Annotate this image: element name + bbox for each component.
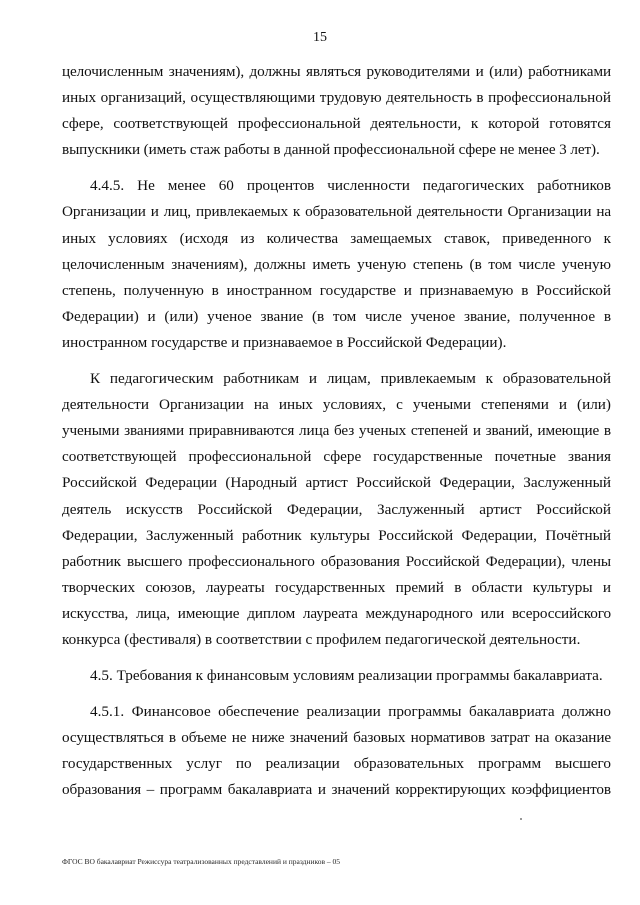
text-line: государственных услуг по реализации образовательных программ высшего — [62, 755, 611, 773]
text-line: учеными званиями приравниваются лица без ученых степеней и званий, имеющие в — [62, 422, 611, 440]
text-line: осуществляться в объеме не ниже значений базовых нормативов затрат на оказание — [62, 729, 611, 747]
text-line: Организации и лиц, привлекаемых к образовательной деятельности Организации на — [62, 203, 611, 221]
text-line: целочисленным значениям), должны иметь ученую степень (в том числе ученую — [62, 255, 611, 273]
text-line: соответствующей профессиональной сфере государственные почетные звания — [62, 448, 611, 466]
footer-text: ФГОС ВО бакалавриат Режиссура театрализованных представлений и праздников – 05 — [62, 857, 341, 866]
text-line: иностранном государстве и признаваемое в Российской Федерации). — [62, 333, 507, 351]
text-line: конкурса (фестиваля) в соответствии с профилем педагогической деятельности. — [62, 630, 581, 648]
text-line: 4.5.1. Финансовое обеспечение реализации программы бакалавриата должно — [90, 703, 611, 721]
text-line: деятель искусств Российской Федерации, Заслуженный артист Российской — [62, 500, 611, 518]
section-heading: 4.5. Требования к финансовым условиям реализации программы бакалавриата. — [90, 667, 603, 685]
text-line: Федерации) и (или) ученое звание (в том числе ученое звание, полученное в — [62, 307, 611, 325]
scan-speck — [520, 818, 522, 820]
document-body — [62, 59, 611, 804]
text-line: 4.4.5. Не менее 60 процентов численности педагогических работников — [90, 177, 611, 195]
text-line: творческих союзов, лауреаты государственных премий в области культуры и — [62, 578, 611, 596]
text-line: деятельности Организации на иных условиях, с учеными степенями и (или) — [62, 396, 611, 414]
text-line: образования – программ бакалавриата и значений корректирующих коэффициентов — [62, 781, 611, 799]
text-line: Федерации, Заслуженный работник культуры Российской Федерации, Почётный — [62, 526, 611, 544]
text-line: работник высшего профессионального образования Российской Федерации), члены — [62, 552, 611, 570]
text-line: степень, полученную в иностранном государстве и признаваемую в Российской — [62, 281, 611, 299]
text-line: иных условиях (исходя из количества замещаемых ставок, приведенного к — [62, 229, 611, 247]
text-line: К педагогическим работникам и лицам, привлекаемым к образовательной — [90, 370, 611, 388]
text-line: иных организаций, осуществляющими трудовую деятельность в профессиональной — [62, 89, 611, 107]
text-line: сфере, соответствующей профессиональной деятельности, к которой готовятся — [62, 115, 611, 133]
text-line: искусства, лица, имеющие диплом лауреата международного или всероссийского — [62, 604, 611, 622]
text-line: целочисленным значениям), должны являться руководителями и (или) работниками — [62, 63, 611, 80]
text-line: выпускники (иметь стаж работы в данной профессиональной сфере не менее 3 лет). — [62, 141, 600, 159]
text-line: Российской Федерации (Народный артист Российской Федерации, Заслуженный — [62, 474, 611, 492]
page-number: 15 — [313, 30, 327, 45]
